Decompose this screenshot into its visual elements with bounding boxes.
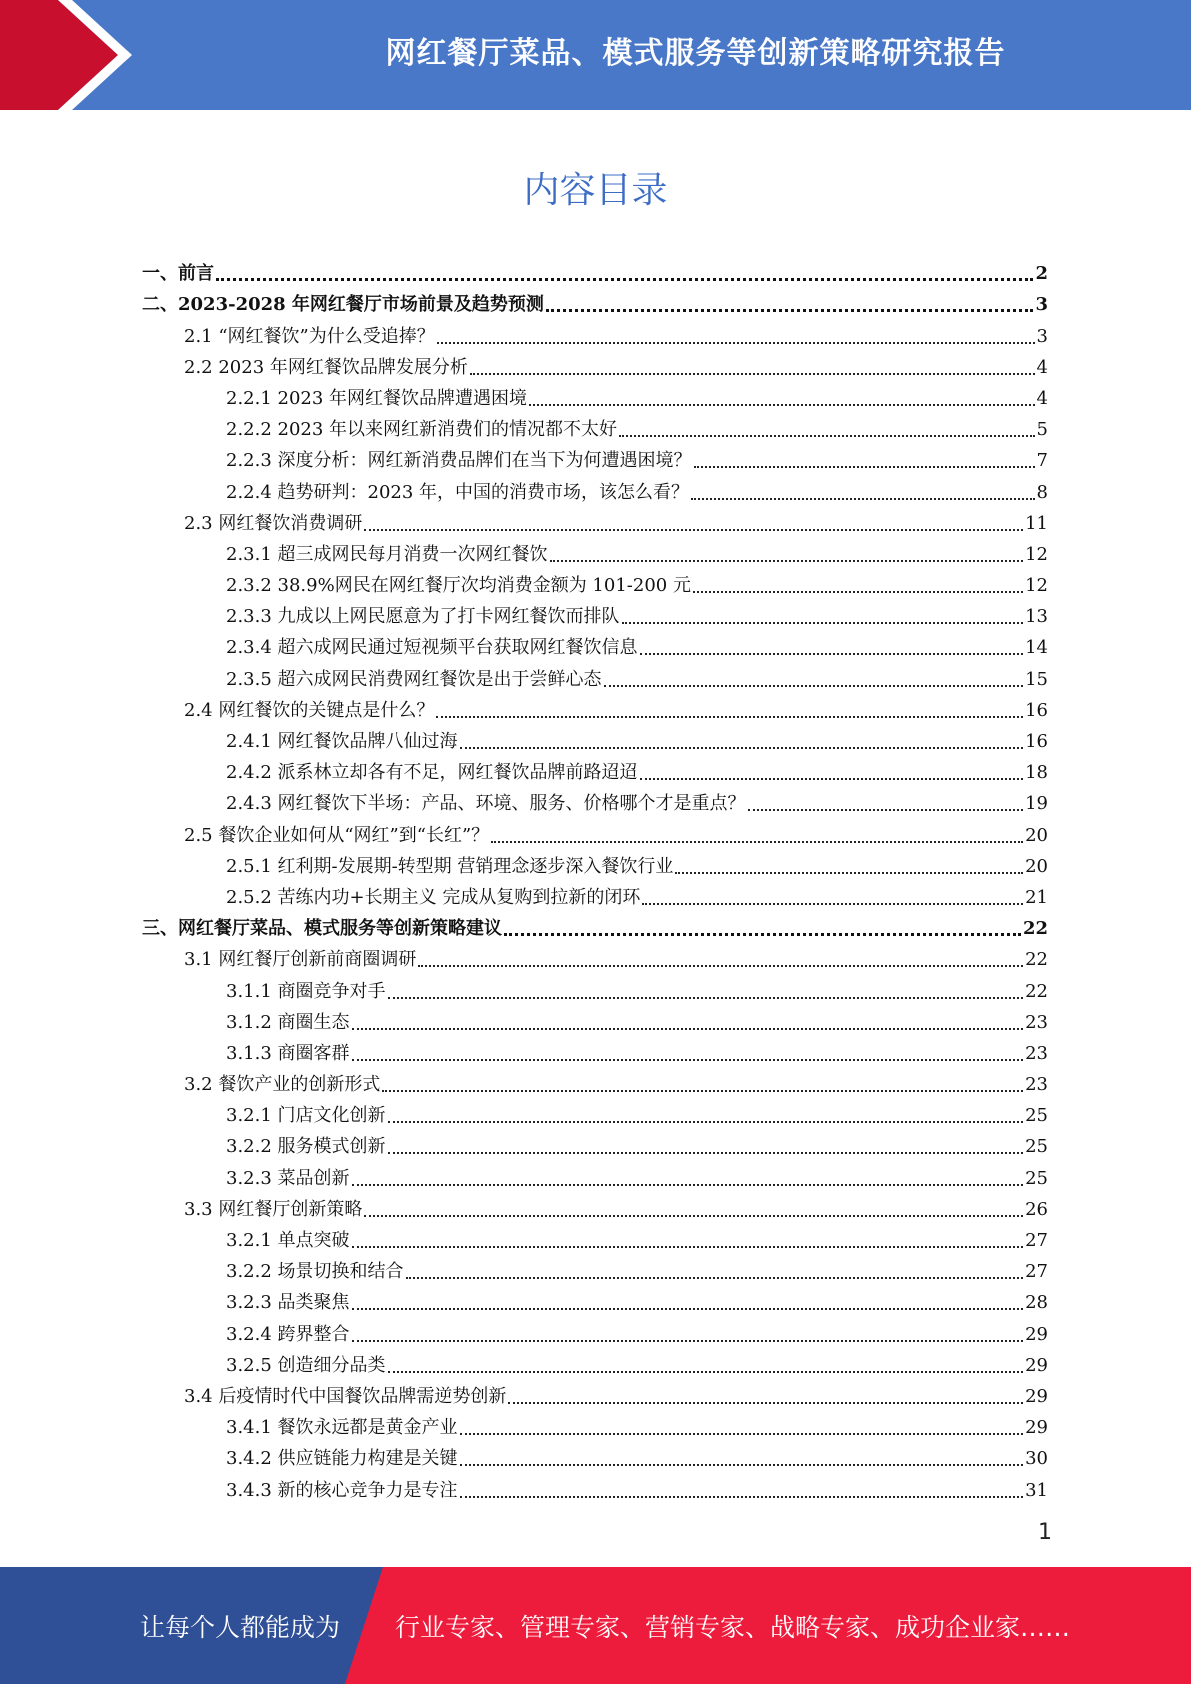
toc-entry-title: 3.2.5 创造细分品类 <box>226 1354 386 1376</box>
toc-entry[interactable] <box>142 878 1048 909</box>
toc-dot-leader <box>642 903 1023 905</box>
toc-entry-title: 3.4 后疫情时代中国餐饮品牌需逆势创新 <box>184 1385 507 1407</box>
toc-entry-title: 三、网红餐厅菜品、模式服务等创新策略建议 <box>142 918 502 940</box>
toc-entry[interactable] <box>142 535 1048 566</box>
toc-entry[interactable] <box>142 971 1048 1002</box>
toc-entry-page: 16 <box>1025 699 1048 721</box>
toc-entry-page: 27 <box>1025 1230 1048 1251</box>
toc-entry[interactable] <box>142 379 1048 410</box>
toc-entry-title: 二、2023-2028 年网红餐厅市场前景及趋势预测 <box>142 294 544 316</box>
toc-entry[interactable] <box>142 1221 1048 1252</box>
toc-dot-leader <box>748 809 1024 811</box>
toc-entry[interactable] <box>142 784 1048 815</box>
toc-entry[interactable] <box>142 1003 1048 1034</box>
toc-dot-leader <box>460 747 1024 749</box>
toc-dot-leader <box>352 1340 1024 1342</box>
toc-dot-leader <box>546 309 1034 312</box>
toc-entry[interactable] <box>142 1283 1048 1314</box>
toc-entry-title: 2.4.1 网红餐饮品牌八仙过海 <box>226 731 458 752</box>
toc-dot-leader <box>491 841 1023 843</box>
toc-entry[interactable] <box>142 909 1048 940</box>
toc-entry[interactable] <box>142 628 1048 659</box>
toc-entry-title: 2.3 网红餐饮消费调研 <box>184 512 363 534</box>
toc-entry-title: 2.1 “网红餐饮”为什么受追捧？ <box>184 325 435 347</box>
toc-entry[interactable] <box>142 1470 1048 1501</box>
toc-entry-title: 2.3.3 九成以上网民愿意为了打卡网红餐饮而排队 <box>226 606 620 628</box>
toc-entry[interactable] <box>142 753 1048 784</box>
toc-entry-page: 4 <box>1036 387 1048 409</box>
toc-entry-title: 3.3 网红餐厅创新策略 <box>184 1198 363 1220</box>
toc-entry[interactable] <box>142 1377 1048 1408</box>
toc-dot-leader <box>675 872 1023 874</box>
report-title: 网红餐厅菜品、模式服务等创新策略研究报告 <box>385 36 1006 71</box>
toc-entry-page: 27 <box>1025 1261 1048 1283</box>
toc-entry-title: 3.1 网红餐厅创新前商圈调研 <box>184 949 417 971</box>
toc-dot-leader <box>352 1184 1024 1186</box>
toc-entry-title: 2.3.5 超六成网民消费网红餐饮是出于尝鲜心态 <box>226 668 602 690</box>
toc-entry-title: 2.5.1 红利期-发展期-转型期 营销理念逐步深入餐饮行业 <box>226 855 674 877</box>
toc-entry-page: 11 <box>1025 512 1048 534</box>
toc-entry-page: 22 <box>1025 949 1048 971</box>
toc-entry-title: 3.2.3 品类聚焦 <box>226 1292 350 1314</box>
toc-entry-title: 2.3.4 超六成网民通过短视频平台获取网红餐饮信息 <box>226 637 638 659</box>
toc-entry[interactable] <box>142 504 1048 535</box>
toc-entry[interactable] <box>142 691 1048 722</box>
toc-entry-page: 12 <box>1025 575 1048 597</box>
toc-entry[interactable] <box>142 441 1048 472</box>
toc-entry[interactable] <box>142 1034 1048 1065</box>
toc-entry-title: 3.2.3 菜品创新 <box>226 1167 350 1189</box>
toc-entry-page: 14 <box>1025 637 1048 659</box>
toc-entry-page: 29 <box>1025 1417 1048 1439</box>
toc-entry-page: 26 <box>1025 1198 1048 1220</box>
toc-dot-leader <box>364 1215 1023 1217</box>
toc-entry-title: 3.1.3 商圈客群 <box>226 1042 350 1064</box>
toc-dot-leader <box>640 653 1024 655</box>
page-number: 1 <box>1038 1520 1052 1545</box>
toc-entry[interactable] <box>142 410 1048 441</box>
footer-slogan-left: 让每个人都能成为 <box>140 1612 341 1642</box>
toc-entry-page: 22 <box>1022 918 1048 940</box>
toc-entry-page: 2 <box>1035 263 1048 285</box>
toc-entry-page: 29 <box>1025 1354 1048 1376</box>
toc-dot-leader <box>388 1152 1024 1154</box>
toc-entry-title: 3.4.2 供应链能力构建是关键 <box>226 1448 458 1470</box>
toc-entry-title: 2.4.2 派系林立却各有不足，网红餐饮品牌前路迢迢 <box>226 762 638 784</box>
toc-entry-title: 2.2.4 趋势研判：2023 年，中国的消费市场，该怎么看？ <box>226 481 690 503</box>
toc-entry-page: 29 <box>1025 1385 1048 1407</box>
toc-entry-page: 25 <box>1025 1167 1048 1189</box>
toc-entry[interactable] <box>142 1252 1048 1283</box>
toc-dot-leader <box>504 933 1021 936</box>
toc-entry-page: 25 <box>1025 1105 1048 1127</box>
toc-entry[interactable] <box>142 285 1048 316</box>
toc-entry-title: 3.2.2 场景切换和结合 <box>226 1261 404 1283</box>
toc-dot-leader <box>388 997 1024 999</box>
toc-entry-title: 2.5 餐饮企业如何从“网红”到“长红”？ <box>184 824 490 846</box>
toc-entry-page: 19 <box>1025 793 1048 815</box>
toc-entry-title: 2.3.1 超三成网民每月消费一次网红餐饮 <box>226 543 548 565</box>
toc-entry-title: 2.3.2 38.9%网民在网红餐厅次均消费金额为 101-200 元 <box>226 575 691 597</box>
toc-entry-page: 20 <box>1025 855 1048 877</box>
toc-entry-page: 3 <box>1035 294 1048 316</box>
toc-heading: 内容目录 <box>523 170 668 211</box>
toc-entry-page: 8 <box>1036 481 1048 503</box>
toc-dot-leader <box>352 1059 1024 1061</box>
toc-entry-page: 30 <box>1025 1448 1048 1470</box>
toc-entry-title: 3.2.4 跨界整合 <box>226 1323 350 1345</box>
toc-entry-title: 3.2.1 单点突破 <box>226 1230 350 1251</box>
toc-entry[interactable] <box>142 659 1048 690</box>
header-banner <box>0 0 1191 110</box>
toc-dot-leader <box>364 529 1023 531</box>
toc-entry-title: 2.4.3 网红餐饮下半场：产品、环境、服务、价格哪个才是重点？ <box>226 793 746 815</box>
toc-entry-page: 16 <box>1025 731 1048 752</box>
toc-entry-title: 2.4 网红餐饮的关键点是什么？ <box>184 699 435 721</box>
toc-dot-leader <box>388 1121 1024 1123</box>
toc-entry[interactable] <box>142 1158 1048 1189</box>
toc-entry[interactable] <box>142 348 1048 379</box>
toc-entry-page: 23 <box>1025 1011 1048 1033</box>
toc-entry[interactable] <box>142 1314 1048 1345</box>
toc-entry-title: 2.2 2023 年网红餐饮品牌发展分析 <box>184 356 468 378</box>
toc-entry-page: 25 <box>1025 1136 1048 1158</box>
toc-dot-leader <box>352 1246 1024 1248</box>
toc-entry[interactable] <box>142 1127 1048 1158</box>
toc-entry[interactable] <box>142 316 1048 347</box>
toc-dot-leader <box>437 342 1035 344</box>
toc-entry[interactable] <box>142 597 1048 628</box>
toc-dot-leader <box>691 498 1034 500</box>
toc-entry-page: 5 <box>1036 419 1048 441</box>
toc-entry-title: 3.1.2 商圈生态 <box>226 1011 350 1033</box>
toc-entry-page: 13 <box>1025 606 1048 628</box>
toc-dot-leader <box>382 1090 1023 1092</box>
footer-banner <box>0 1567 1191 1684</box>
toc-dot-leader <box>640 778 1024 780</box>
toc-entry[interactable] <box>142 1096 1048 1127</box>
toc-dot-leader <box>694 466 1035 468</box>
toc-dot-leader <box>622 622 1024 624</box>
toc-entry-page: 20 <box>1025 824 1048 846</box>
toc-entry-page: 22 <box>1025 980 1048 1002</box>
toc-dot-leader <box>550 560 1024 562</box>
toc-entry-page: 31 <box>1025 1479 1048 1501</box>
toc-entry-page: 4 <box>1036 356 1048 378</box>
toc-entry[interactable] <box>142 1190 1048 1221</box>
toc-entry[interactable] <box>142 940 1048 971</box>
toc-entry[interactable] <box>142 254 1048 285</box>
toc-dot-leader <box>529 404 1034 406</box>
toc-dot-leader <box>418 965 1023 967</box>
toc-entry-title: 3.1.1 商圈竞争对手 <box>226 980 386 1002</box>
toc-dot-leader <box>460 1433 1024 1435</box>
toc-dot-leader <box>604 685 1024 687</box>
toc-entry-page: 12 <box>1025 543 1048 565</box>
toc-entry-page: 23 <box>1025 1074 1048 1096</box>
toc-dot-leader <box>693 591 1023 593</box>
toc-entry[interactable] <box>142 472 1048 503</box>
toc-entry[interactable] <box>142 722 1048 753</box>
toc-entry-title: 3.2 餐饮产业的创新形式 <box>184 1074 381 1096</box>
toc-entry[interactable] <box>142 815 1048 846</box>
footer-slogan-right: 行业专家、管理专家、营销专家、战略专家、成功企业家…… <box>395 1612 1071 1642</box>
toc-entry-page: 18 <box>1025 762 1048 784</box>
toc-entry-page: 3 <box>1036 325 1048 347</box>
toc-dot-leader <box>508 1402 1023 1404</box>
toc-entry-title: 2.2.1 2023 年网红餐饮品牌遭遇困境 <box>226 387 528 409</box>
toc-dot-leader <box>352 1028 1024 1030</box>
toc-entry[interactable] <box>142 1346 1048 1377</box>
toc-entry[interactable] <box>142 1065 1048 1096</box>
toc-entry-title: 3.2.1 门店文化创新 <box>226 1105 386 1127</box>
table-of-contents <box>142 254 1048 1502</box>
toc-entry[interactable] <box>142 566 1048 597</box>
toc-dot-leader <box>352 1308 1024 1310</box>
toc-entry-title: 3.4.3 新的核心竞争力是专注 <box>226 1479 458 1501</box>
toc-dot-leader <box>216 278 1033 281</box>
toc-entry-title: 3.4.1 餐饮永远都是黄金产业 <box>226 1417 458 1439</box>
toc-entry-page: 29 <box>1025 1323 1048 1345</box>
toc-entry-page: 21 <box>1025 886 1048 908</box>
toc-entry-title: 一、前言 <box>142 263 214 285</box>
toc-entry-title: 3.2.2 服务模式创新 <box>226 1136 386 1158</box>
toc-dot-leader <box>619 435 1034 437</box>
toc-dot-leader <box>460 1496 1024 1498</box>
toc-dot-leader <box>406 1277 1024 1279</box>
toc-entry-page: 28 <box>1025 1292 1048 1314</box>
toc-dot-leader <box>388 1371 1024 1373</box>
toc-entry-title: 2.2.3 深度分析：网红新消费品牌们在当下为何遭遇困境？ <box>226 450 692 472</box>
toc-entry-title: 2.5.2 苦练内功+长期主义 完成从复购到拉新的闭环 <box>226 886 641 908</box>
toc-entry-page: 15 <box>1025 668 1048 690</box>
toc-entry-page: 7 <box>1036 450 1048 472</box>
toc-entry[interactable] <box>142 847 1048 878</box>
toc-dot-leader <box>470 373 1035 375</box>
toc-entry-title: 2.2.2 2023 年以来网红新消费们的情况都不太好 <box>226 419 618 441</box>
toc-entry[interactable] <box>142 1408 1048 1439</box>
toc-entry[interactable] <box>142 1439 1048 1470</box>
toc-dot-leader <box>460 1464 1024 1466</box>
toc-entry-page: 23 <box>1025 1042 1048 1064</box>
toc-dot-leader <box>436 716 1023 718</box>
